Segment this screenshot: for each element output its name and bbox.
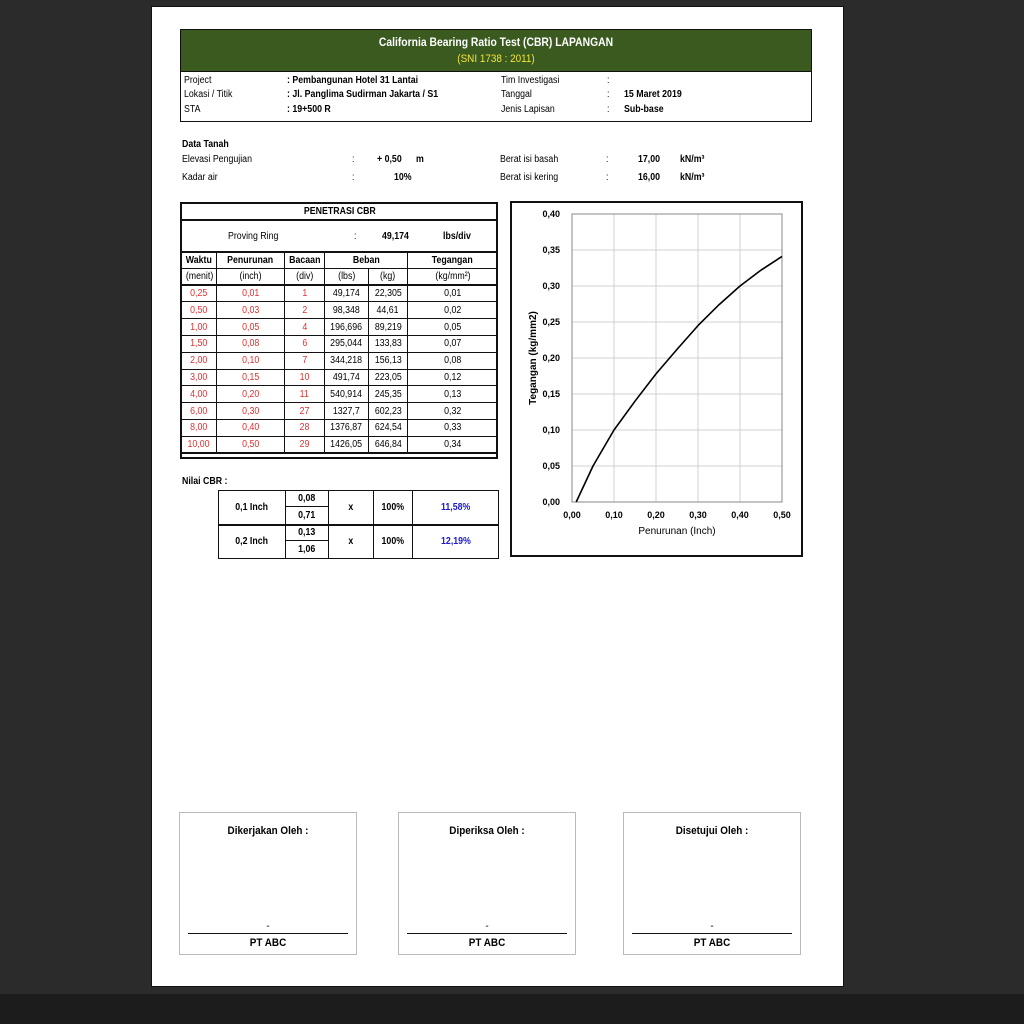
elevasi-label: Elevasi Pengujian (182, 154, 252, 165)
unit-menit: (menit) (185, 270, 214, 282)
project-label: Project (184, 75, 212, 86)
penetrasi-header-row (182, 252, 498, 269)
signature-title-disetujui: Disetujui Oleh : (675, 825, 749, 837)
cell-waktu: 0,25 (190, 288, 208, 300)
unit-kgmm2: (kg/mm²) (434, 270, 471, 282)
cell-waktu: 1,50 (190, 338, 208, 350)
cell-tegangan: 0,12 (443, 371, 462, 383)
cbr-result-0-2: 12,19% (440, 536, 471, 548)
cell-penurunan: 0,03 (241, 304, 260, 316)
tanggal-label: Tanggal (501, 89, 532, 100)
sta-value: : 19+500 R (287, 104, 331, 115)
cell-beban-kg: 646,84 (374, 438, 402, 450)
cell-beban-lbs: 295,044 (330, 338, 363, 350)
cell-bacaan: 10 (299, 371, 310, 383)
kadar-colon: : (352, 172, 355, 183)
jenis-value: Sub-base (624, 104, 664, 115)
cell-beban-kg: 223,05 (374, 371, 402, 383)
tanggal-value: 15 Maret 2019 (624, 89, 682, 100)
signature-line-disetujui (632, 933, 792, 934)
data-tanah-title: Data Tanah (182, 139, 229, 150)
y-axis-label: Tegangan (kg/mm2) (528, 311, 539, 405)
cbr-title: Nilai CBR : (182, 476, 228, 487)
cell-bacaan: 28 (299, 422, 310, 434)
cell-beban-lbs: 1426,05 (330, 438, 363, 450)
cell-beban-lbs: 1376,87 (330, 422, 363, 434)
kering-colon: : (606, 172, 609, 183)
report-title: California Bearing Ratio Test (CBR) LAPANGAN (378, 37, 614, 49)
cbr-label-0-1: 0,1 Inch (235, 501, 269, 513)
cbr-den-0-1: 0,71 (298, 509, 316, 521)
unit-lbs: (lbs) (337, 270, 356, 282)
table-row (182, 335, 498, 352)
tim-label: Tim Investigasi (501, 75, 560, 86)
signature-dash-diperiksa: - (485, 921, 489, 932)
cell-tegangan: 0,33 (443, 422, 462, 434)
x-tick-label: 0,30 (689, 510, 707, 520)
cell-beban-kg: 602,23 (374, 405, 402, 417)
header-waktu: Waktu (185, 254, 213, 266)
cell-beban-lbs: 49,174 (333, 288, 360, 300)
cell-beban-kg: 22,305 (374, 288, 402, 300)
signature-dash-disetujui: - (710, 921, 714, 932)
cell-tegangan: 0,02 (443, 304, 462, 316)
cell-beban-kg: 44,61 (376, 304, 400, 316)
table-row (182, 369, 498, 386)
cell-bacaan: 6 (302, 338, 307, 350)
cbr-x-0-2: x (348, 536, 354, 548)
document-page (151, 6, 844, 987)
cell-waktu: 2,00 (190, 355, 208, 367)
signature-dash-dikerjakan: - (266, 921, 270, 932)
table-row (182, 285, 498, 302)
tanggal-colon: : (607, 89, 610, 100)
project-value: : Pembangunan Hotel 31 Lantai (287, 75, 419, 86)
signature-company-diperiksa: PT ABC (468, 937, 506, 949)
cell-waktu: 6,00 (190, 405, 208, 417)
cell-penurunan: 0,10 (241, 355, 260, 367)
basah-colon: : (606, 154, 609, 165)
x-tick-label: 0,00 (563, 510, 581, 520)
elevasi-value: + 0,50 (377, 154, 402, 165)
cbr-num-0-2: 0,13 (298, 527, 316, 539)
cell-waktu: 0,50 (190, 304, 208, 316)
signature-box-diperiksa (398, 812, 576, 955)
basah-value: 17,00 (638, 154, 661, 165)
cbr-row-0-2 (219, 525, 499, 541)
proving-ring-value: 49,174 (382, 230, 409, 242)
x-tick-label: 0,40 (731, 510, 749, 520)
cbr-pct-0-2: 100% (381, 536, 405, 548)
cell-tegangan: 0,01 (443, 288, 462, 300)
cbr-pct-0-1: 100% (381, 501, 405, 513)
kering-label: Berat isi kering (500, 172, 559, 183)
report-standard: (SNI 1738 : 2011) (457, 53, 535, 65)
proving-ring-unit: lbs/div (443, 230, 471, 242)
table-row (182, 403, 498, 420)
cell-waktu: 1,00 (190, 321, 208, 333)
x-tick-label: 0,10 (605, 510, 623, 520)
jenis-label: Jenis Lapisan (501, 104, 555, 115)
penetrasi-table (181, 203, 498, 454)
bottom-toolbar (0, 994, 1024, 1024)
cell-beban-lbs: 196,696 (330, 321, 363, 333)
cell-bacaan: 4 (302, 321, 307, 333)
cell-penurunan: 0,50 (241, 438, 260, 450)
signature-box-disetujui (623, 812, 801, 955)
signature-box-dikerjakan (179, 812, 357, 955)
cell-tegangan: 0,34 (443, 438, 462, 450)
signature-title-diperiksa: Diperiksa Oleh : (449, 825, 525, 837)
proving-ring-label: Proving Ring (228, 230, 279, 242)
table-row (182, 386, 498, 403)
y-tick-label: 0,15 (542, 389, 560, 399)
sta-label: STA (184, 104, 201, 115)
y-tick-label: 0,35 (542, 245, 560, 255)
cell-tegangan: 0,13 (443, 388, 462, 400)
cell-penurunan: 0,20 (241, 388, 260, 400)
table-row (182, 302, 498, 319)
cell-beban-kg: 624,54 (374, 422, 402, 434)
signature-title-dikerjakan: Dikerjakan Oleh : (227, 825, 309, 837)
cell-bacaan: 1 (302, 288, 307, 300)
x-tick-label: 0,20 (647, 510, 665, 520)
cell-tegangan: 0,05 (443, 321, 462, 333)
lokasi-label: Lokasi / Titik (184, 89, 233, 100)
cell-beban-kg: 133,83 (374, 338, 402, 350)
cell-penurunan: 0,01 (241, 288, 260, 300)
cell-beban-kg: 245,35 (374, 388, 402, 400)
proving-ring-row (182, 220, 498, 252)
cbr-label-0-2: 0,2 Inch (235, 536, 269, 548)
y-tick-label: 0,05 (542, 461, 560, 471)
cell-bacaan: 7 (302, 355, 307, 367)
penetrasi-title: PENETRASI CBR (303, 205, 376, 217)
x-axis-label: Penurunan (Inch) (638, 526, 716, 537)
cbr-chart-frame (510, 201, 803, 557)
report-title-banner (180, 29, 812, 72)
cell-penurunan: 0,08 (241, 338, 260, 350)
cell-beban-lbs: 540,914 (330, 388, 363, 400)
cbr-x-0-1: x (348, 501, 354, 513)
cell-penurunan: 0,30 (241, 405, 260, 417)
cell-bacaan: 2 (302, 304, 307, 316)
cbr-row-0-1 (219, 491, 499, 507)
cell-beban-lbs: 1327,7 (333, 405, 360, 417)
cell-waktu: 8,00 (190, 422, 208, 434)
cell-tegangan: 0,08 (443, 355, 462, 367)
cell-waktu: 3,00 (190, 371, 208, 383)
y-tick-label: 0,00 (542, 497, 560, 507)
header-tegangan: Tegangan (432, 254, 473, 266)
y-tick-label: 0,40 (542, 209, 560, 219)
y-tick-label: 0,10 (542, 425, 560, 435)
unit-inch: (inch) (239, 270, 262, 282)
cell-tegangan: 0,32 (443, 405, 462, 417)
basah-label: Berat isi basah (500, 154, 559, 165)
kadar-value: 10% (394, 172, 412, 183)
table-row (182, 436, 498, 453)
cell-bacaan: 11 (299, 388, 310, 400)
header-beban: Beban (352, 254, 380, 266)
jenis-colon: : (607, 104, 610, 115)
cell-waktu: 10,00 (187, 438, 211, 450)
elevasi-unit: m (416, 154, 424, 165)
cbr-chart (512, 203, 801, 555)
x-tick-label: 0,50 (773, 510, 791, 520)
cbr-result-0-1: 11,58% (440, 501, 471, 513)
cbr-table (218, 490, 499, 559)
signature-company-disetujui: PT ABC (693, 937, 731, 949)
cbr-den-0-2: 1,06 (298, 544, 316, 556)
signature-company-dikerjakan: PT ABC (249, 937, 287, 949)
y-tick-label: 0,20 (542, 353, 560, 363)
unit-div: (div) (295, 270, 314, 282)
kering-unit: kN/m³ (680, 172, 705, 183)
signature-line-diperiksa (407, 933, 567, 934)
penetrasi-unit-row (182, 268, 498, 285)
kadar-label: Kadar air (182, 172, 218, 183)
project-info-box (180, 72, 812, 122)
cell-waktu: 4,00 (190, 388, 208, 400)
cell-beban-lbs: 98,348 (333, 304, 360, 316)
lokasi-value: : Jl. Panglima Sudirman Jakarta / S1 (287, 89, 439, 100)
cell-tegangan: 0,07 (443, 338, 462, 350)
y-tick-label: 0,25 (542, 317, 560, 327)
elevasi-colon: : (352, 154, 355, 165)
cell-beban-kg: 156,13 (374, 355, 402, 367)
kering-value: 16,00 (638, 172, 661, 183)
basah-unit: kN/m³ (680, 154, 705, 165)
tim-colon: : (607, 75, 610, 86)
table-row (182, 319, 498, 336)
cell-beban-kg: 89,219 (374, 321, 402, 333)
series-line (576, 256, 782, 502)
header-penurunan: Penurunan (227, 254, 274, 266)
penetrasi-title-row (182, 204, 498, 220)
cell-penurunan: 0,05 (241, 321, 260, 333)
cell-bacaan: 29 (299, 438, 310, 450)
header-bacaan: Bacaan (289, 254, 321, 266)
cbr-num-0-1: 0,08 (298, 493, 316, 505)
cell-bacaan: 27 (299, 405, 310, 417)
cell-penurunan: 0,40 (241, 422, 260, 434)
table-row (182, 352, 498, 369)
proving-ring-colon: : (354, 230, 357, 242)
signature-line-dikerjakan (188, 933, 348, 934)
unit-kg: (kg) (380, 270, 396, 282)
table-row (182, 419, 498, 436)
cell-beban-lbs: 491,74 (333, 371, 360, 383)
cell-penurunan: 0,15 (241, 371, 260, 383)
cell-beban-lbs: 344,218 (330, 355, 363, 367)
y-tick-label: 0,30 (542, 281, 560, 291)
